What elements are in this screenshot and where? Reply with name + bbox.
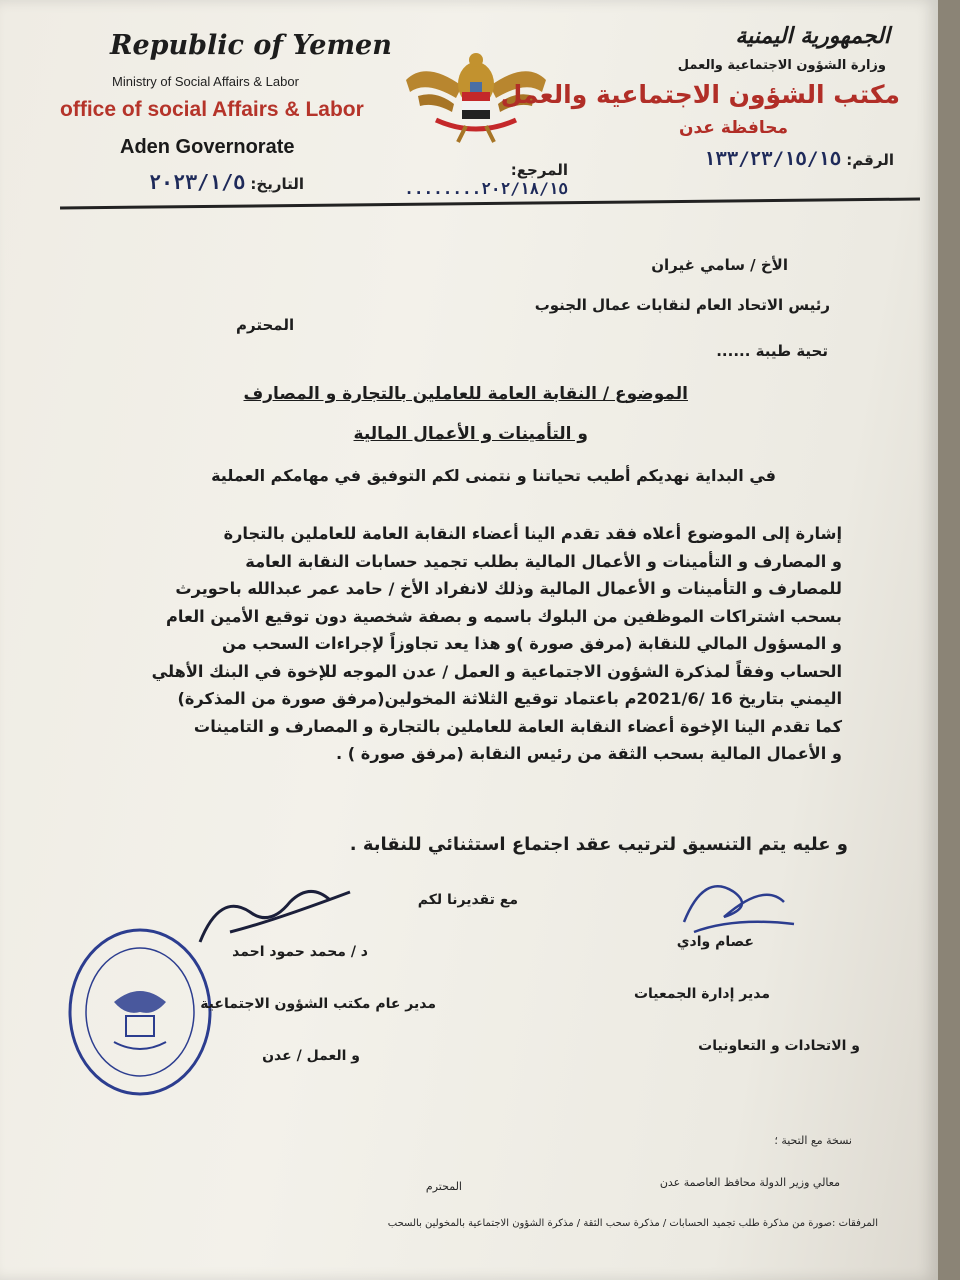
regards-line: مع تقديرنا لكم bbox=[417, 892, 518, 908]
body-line: كما تقدم الينا الإخوة أعضاء النقابة العامة للعاملين بالتجارة و المصارف و التامينات bbox=[193, 716, 842, 736]
body-paragraph bbox=[82, 520, 842, 768]
header-ar-ministry: وزارة الشؤون الاجتماعية والعمل bbox=[677, 58, 886, 73]
body-line: بسحب اشتراكات الموظفين من البلوك باسمه و بصفة شخصية دون توقيع الأمين العام bbox=[166, 606, 842, 626]
body-line: للمصارف و التأمينات و الأعمال المالية وذلك لانفراد الأخ / حامد عمر عبدالله باحويرث bbox=[175, 579, 842, 598]
header-en-governorate: Aden Governorate bbox=[120, 136, 295, 158]
body-line: الحساب وفقاً لمذكرة الشؤون الاجتماعية و العمل / عدن الموجه للإخوة في البنك الأهلي bbox=[151, 661, 842, 681]
header-en-republic: Republic of Yemen bbox=[110, 30, 392, 61]
header-divider bbox=[60, 197, 920, 209]
header-ar-republic: الجمهورية اليمنية bbox=[735, 24, 890, 49]
official-stamp-icon bbox=[64, 924, 216, 1100]
reference-number-value: ١٣٣/٢٣/١٥/١٥ bbox=[703, 148, 842, 170]
opening-line: في البداية نهديكم أطيب تحياتنا و نتمنى لكم التوفيق في مهامكم العملية bbox=[211, 466, 776, 485]
signatory-left-title-1: مدير عام مكتب الشؤون الاجتماعية bbox=[200, 996, 436, 1012]
subject-line-1: الموضوع / النقابة العامة للعاملين بالتجارة و المصارف bbox=[243, 384, 688, 404]
signatory-right-title-2: و الاتحادات و التعاونيات bbox=[698, 1038, 860, 1054]
header-en-ministry: Ministry of Social Affairs & Labor bbox=[112, 74, 299, 89]
reference-date bbox=[64, 170, 304, 194]
header-en-office: office of social Affairs & Labor bbox=[60, 98, 364, 121]
copies-honorific: المحترم bbox=[425, 1180, 462, 1193]
signatory-left-title-2: و العمل / عدن bbox=[262, 1048, 360, 1064]
copies-recipient: معالي وزير الدولة محافظ العاصمة عدن bbox=[659, 1176, 840, 1189]
reference-date-value: ٢٠٢٣/١/٥ bbox=[148, 170, 246, 194]
closing-line: و عليه يتم التنسيق لترتيب عقد اجتماع استثنائي للنقابة . bbox=[349, 834, 848, 855]
header-ar-office: مكتب الشؤون الاجتماعية والعمل bbox=[500, 80, 900, 109]
recipient-name: الأخ / سامي غيران bbox=[651, 256, 788, 274]
body-line: و الأعمال المالية بسحب الثقة من رئيس النقابة (مرفق صورة ) . bbox=[335, 744, 842, 763]
copies-label: نسخة مع التحية ؛ bbox=[774, 1134, 852, 1147]
body-line: و المصارف و التأمينات و الأعمال المالية بطلب تجميد حسابات النقابة العامة bbox=[245, 551, 842, 571]
signatory-right-title-1: مدير إدارة الجمعيات bbox=[633, 986, 770, 1002]
recipient-title: رئيس الاتحاد العام لنقابات عمال الجنوب bbox=[534, 296, 830, 314]
body-line: اليمني بتاريخ 16 /2021/6م باعتماد توقيع الثلاثة المخولين(مرفق صورة من المذكرة) bbox=[177, 689, 842, 708]
reference-ref bbox=[348, 160, 568, 198]
reference-date-label: التاريخ: bbox=[250, 175, 304, 193]
body-line: و المسؤول المالي للنقابة (مرفق صورة )و هذا يعد تجاوزاً لإجراءات السحب من bbox=[222, 634, 842, 653]
greeting: تحية طيبة ...... bbox=[716, 342, 828, 360]
reference-ref-value: ٢٠٢/١٨/١٥........ bbox=[404, 179, 568, 198]
reference-ref-label: المرجع: bbox=[510, 161, 568, 179]
header-ar-governorate: محافظة عدن bbox=[678, 118, 788, 138]
reference-number bbox=[664, 148, 894, 170]
body-line: إشارة إلى الموضوع أعلاه فقد تقدم الينا أعضاء النقابة العامة للعاملين بالتجارة bbox=[223, 524, 842, 543]
subject-line-2: و التأمينات و الأعمال المالية bbox=[353, 424, 588, 444]
signatory-right-name: عصام وادي bbox=[676, 934, 754, 950]
attachments-line: المرفقات :صورة من مذكرة طلب تجميد الحسابات / مذكرة سحب الثقة / مذكرة الشؤون الاجتماعية بالمخولين بالسحب bbox=[387, 1218, 878, 1229]
reference-number-label: الرقم: bbox=[846, 151, 894, 169]
signatory-left-name: د / محمد حمود احمد bbox=[232, 944, 368, 960]
recipient-honorific: المحترم bbox=[236, 316, 295, 334]
